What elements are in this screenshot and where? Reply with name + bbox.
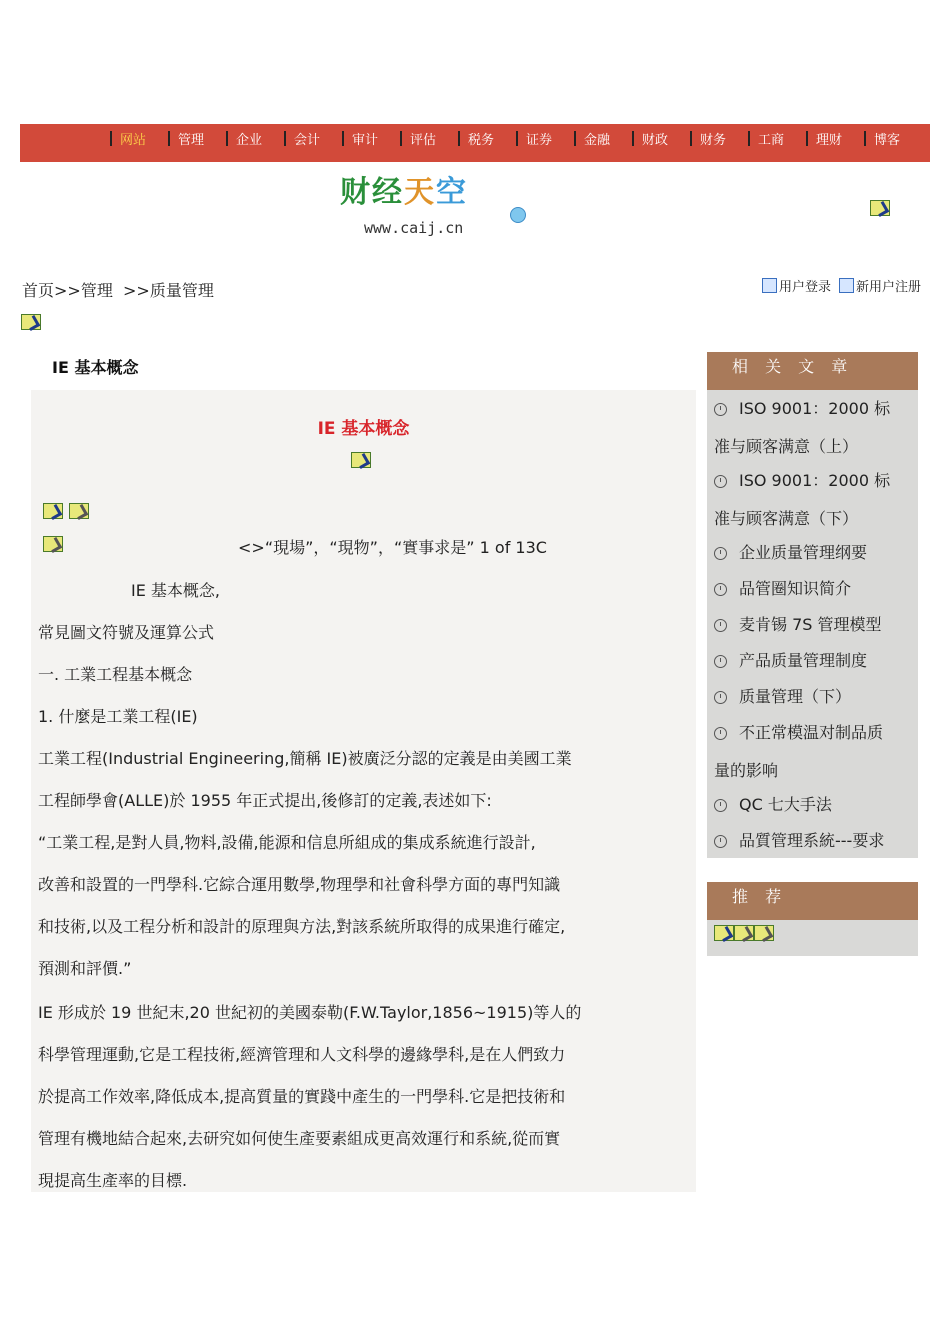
article-line: 現提高生產率的目標. (38, 1171, 188, 1190)
article-line: 管理有機地結合起來,去研究如何使生產要素組成更高效運行和系統,從而實 (38, 1129, 561, 1148)
cursor-icon (510, 207, 526, 223)
recommend-heading: 推 荐 (707, 882, 918, 920)
sidebar-gap (707, 858, 918, 882)
edit-icon[interactable] (754, 925, 774, 941)
nav-item-accounting[interactable]: 会计 (284, 129, 342, 148)
related-article-link[interactable]: 品管圈知识简介 (714, 576, 851, 599)
nav-item-enterprise[interactable]: 企业 (226, 129, 284, 148)
clock-icon (714, 799, 727, 812)
breadcrumb-subcategory[interactable]: 质量管理 (149, 281, 214, 300)
nav-item-commerce[interactable]: 工商 (748, 129, 806, 148)
article-intro-line: <>“現場”，“現物”，“實事求是” 1 of 13C (238, 538, 547, 557)
nav-item-site[interactable]: 网站 (110, 129, 168, 148)
related-articles-list (707, 390, 918, 858)
edit-icon[interactable] (69, 503, 89, 519)
site-logo[interactable] (326, 163, 530, 243)
related-article-link[interactable]: 产品质量管理制度 (714, 648, 867, 671)
related-article-link-cont[interactable]: 准与顾客满意（上） (714, 437, 859, 456)
article-body (31, 390, 696, 1192)
article-line: 1. 什麼是工業工程(IE) (38, 707, 198, 726)
article-line: 常見圖文符號及運算公式 (38, 623, 215, 642)
nav-item-public-finance[interactable]: 财政 (632, 129, 690, 148)
edit-icon[interactable] (43, 536, 63, 552)
nav-item-audit[interactable]: 审计 (342, 129, 400, 148)
clock-icon (714, 835, 727, 848)
nav-item-financial-affairs[interactable]: 财务 (690, 129, 748, 148)
related-articles-heading: 相 关 文 章 (707, 352, 918, 390)
arrow-icon[interactable] (870, 200, 890, 216)
arrow-icon[interactable] (21, 314, 41, 330)
article-line: 預測和評價.” (38, 959, 132, 978)
clock-icon (714, 691, 727, 704)
page-title: IE 基本概念 (52, 358, 139, 377)
arrow-icon[interactable] (714, 925, 734, 941)
clock-icon (714, 583, 727, 596)
top-nav-bar (20, 124, 930, 162)
arrow-icon[interactable] (351, 452, 371, 468)
recommend-body (707, 920, 918, 956)
related-article-link-cont[interactable]: 准与顾客满意（下） (714, 509, 859, 528)
article-line: IE 基本概念, (131, 581, 221, 600)
related-article-link[interactable]: QC 七大手法 (714, 792, 832, 815)
article-line: IE 形成於 19 世紀末,20 世紀初的美國泰勒(F.W.Taylor,1856~1915)等人的 (38, 1003, 582, 1022)
clock-icon (714, 475, 727, 488)
article-line: 改善和設置的一門學科.它綜合運用數學,物理學和社會科學方面的專門知識 (38, 875, 561, 894)
related-article-link[interactable]: ISO 9001：2000 标 (714, 396, 890, 419)
nav-item-blog[interactable]: 博客 (864, 129, 922, 148)
clock-icon (714, 403, 727, 416)
user-icon (762, 278, 777, 293)
nav-item-finance[interactable]: 金融 (574, 129, 632, 148)
clock-icon (714, 547, 727, 560)
clock-icon (714, 619, 727, 632)
related-article-link[interactable]: 质量管理（下） (714, 684, 851, 707)
article-heading: IE 基本概念 (317, 419, 410, 439)
register-icon (839, 278, 854, 293)
related-article-link[interactable]: 麦肯锡 7S 管理模型 (714, 612, 882, 635)
article-line: 工程師學會(ALLE)於 1955 年正式提出,後修訂的定義,表述如下: (38, 791, 492, 810)
related-article-link[interactable]: 不正常模温对制品质 (714, 720, 883, 743)
article-line: 於提高工作效率,降低成本,提高質量的實踐中產生的一門學科.它是把技術和 (38, 1087, 566, 1106)
arrow-icon[interactable] (43, 503, 63, 519)
article-line: 和技術,以及工程分析和設計的原理與方法,對該系統所取得的成果進行確定, (38, 917, 566, 936)
sidebar (707, 352, 918, 956)
register-link[interactable]: 新用户注册 (856, 280, 922, 295)
account-links (762, 276, 921, 295)
login-link[interactable]: 用户登录 (779, 280, 832, 295)
related-article-link[interactable]: 品質管理系統---要求 (714, 828, 884, 851)
nav-item-securities[interactable]: 证券 (516, 129, 574, 148)
article-line: 一. 工業工程基本概念 (38, 665, 193, 684)
edit-icon[interactable] (734, 925, 754, 941)
article-line: 工業工程(Industrial Engineering,簡稱 IE)被廣泛分認的定義是由美國工業 (38, 749, 572, 768)
nav-item-tax[interactable]: 税务 (458, 129, 516, 148)
nav-item-management[interactable]: 管理 (168, 129, 226, 148)
logo-url: www.caij.cn (364, 219, 464, 237)
related-article-link[interactable]: 企业质量管理纲要 (714, 540, 867, 563)
article-line: 科學管理運動,它是工程技術,經濟管理和人文科學的邊緣學科,是在人們致力 (38, 1045, 566, 1064)
nav-item-assessment[interactable]: 评估 (400, 129, 458, 148)
breadcrumb-category[interactable]: 管理 (80, 281, 113, 300)
article-line: “工業工程,是對人員,物料,設備,能源和信息所組成的集成系統進行設計, (38, 833, 536, 852)
breadcrumb-home[interactable]: 首页 (22, 281, 55, 300)
related-article-link[interactable]: ISO 9001：2000 标 (714, 468, 890, 491)
breadcrumb: 首页>>管理 >>质量管理 (22, 281, 214, 300)
nav-items (110, 129, 922, 148)
clock-icon (714, 655, 727, 668)
clock-icon (714, 727, 727, 740)
nav-item-wealth[interactable]: 理财 (806, 129, 864, 148)
related-article-link-cont[interactable]: 量的影响 (714, 761, 779, 780)
logo-wordmark: 财经天空 (340, 175, 468, 210)
